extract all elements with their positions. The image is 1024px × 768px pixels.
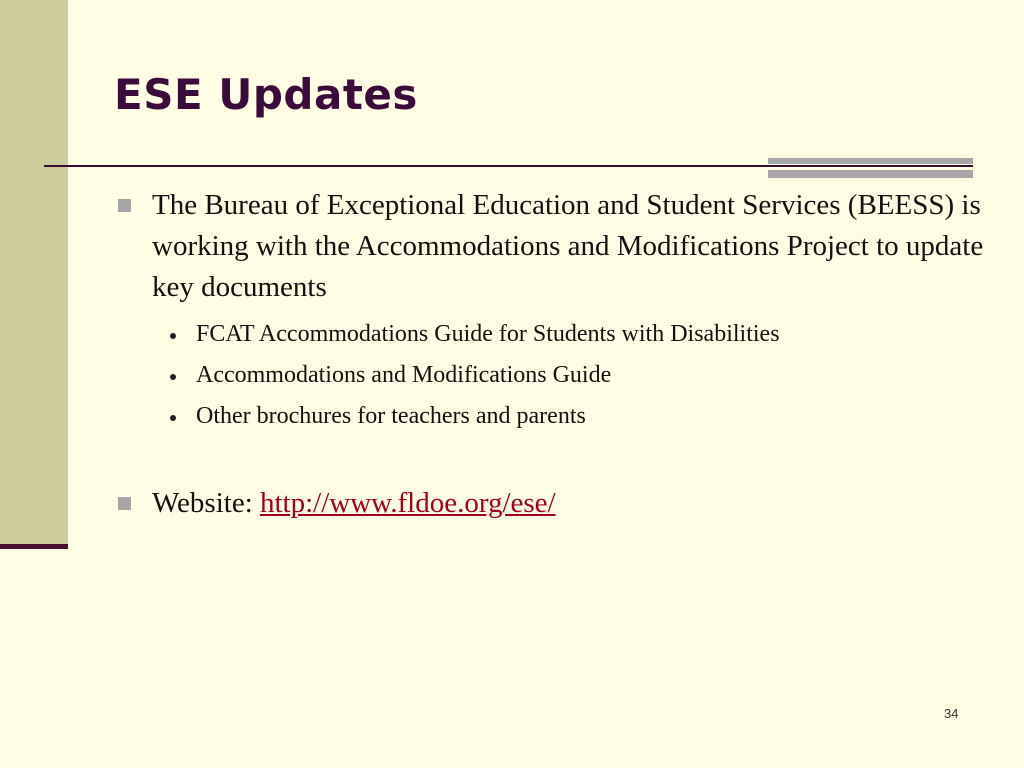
sub-bullet-item — [114, 355, 984, 396]
sub-bullet-list — [114, 314, 984, 437]
website-link[interactable]: http://www.fldoe.org/ese/ — [260, 487, 556, 519]
dot-bullet-icon — [170, 374, 176, 380]
sub-bullet-text: Other brochures for teachers and parents — [196, 403, 586, 429]
square-bullet-icon — [118, 497, 131, 510]
left-decorative-band — [0, 0, 68, 546]
divider-accent — [768, 158, 973, 179]
slide-content — [114, 185, 984, 524]
sub-bullet-text: FCAT Accommodations Guide for Students with Disabilities — [196, 321, 780, 347]
bullet-beess — [114, 185, 984, 308]
bullet-text: The Bureau of Exceptional Education and Student Services (BEESS) is working with the Accommodations and Modifications Project to update key documents — [152, 189, 984, 303]
website-label: Website: — [152, 487, 260, 519]
left-accent-bar — [0, 544, 68, 549]
page-number: 34 — [944, 706, 959, 721]
bullet-website — [114, 483, 984, 524]
slide-title: ESE Updates — [114, 70, 418, 119]
sub-bullet-text: Accommodations and Modifications Guide — [196, 362, 612, 388]
sub-bullet-item — [114, 396, 984, 437]
dot-bullet-icon — [170, 333, 176, 339]
square-bullet-icon — [118, 199, 131, 212]
dot-bullet-icon — [170, 415, 176, 421]
sub-bullet-item — [114, 314, 984, 355]
